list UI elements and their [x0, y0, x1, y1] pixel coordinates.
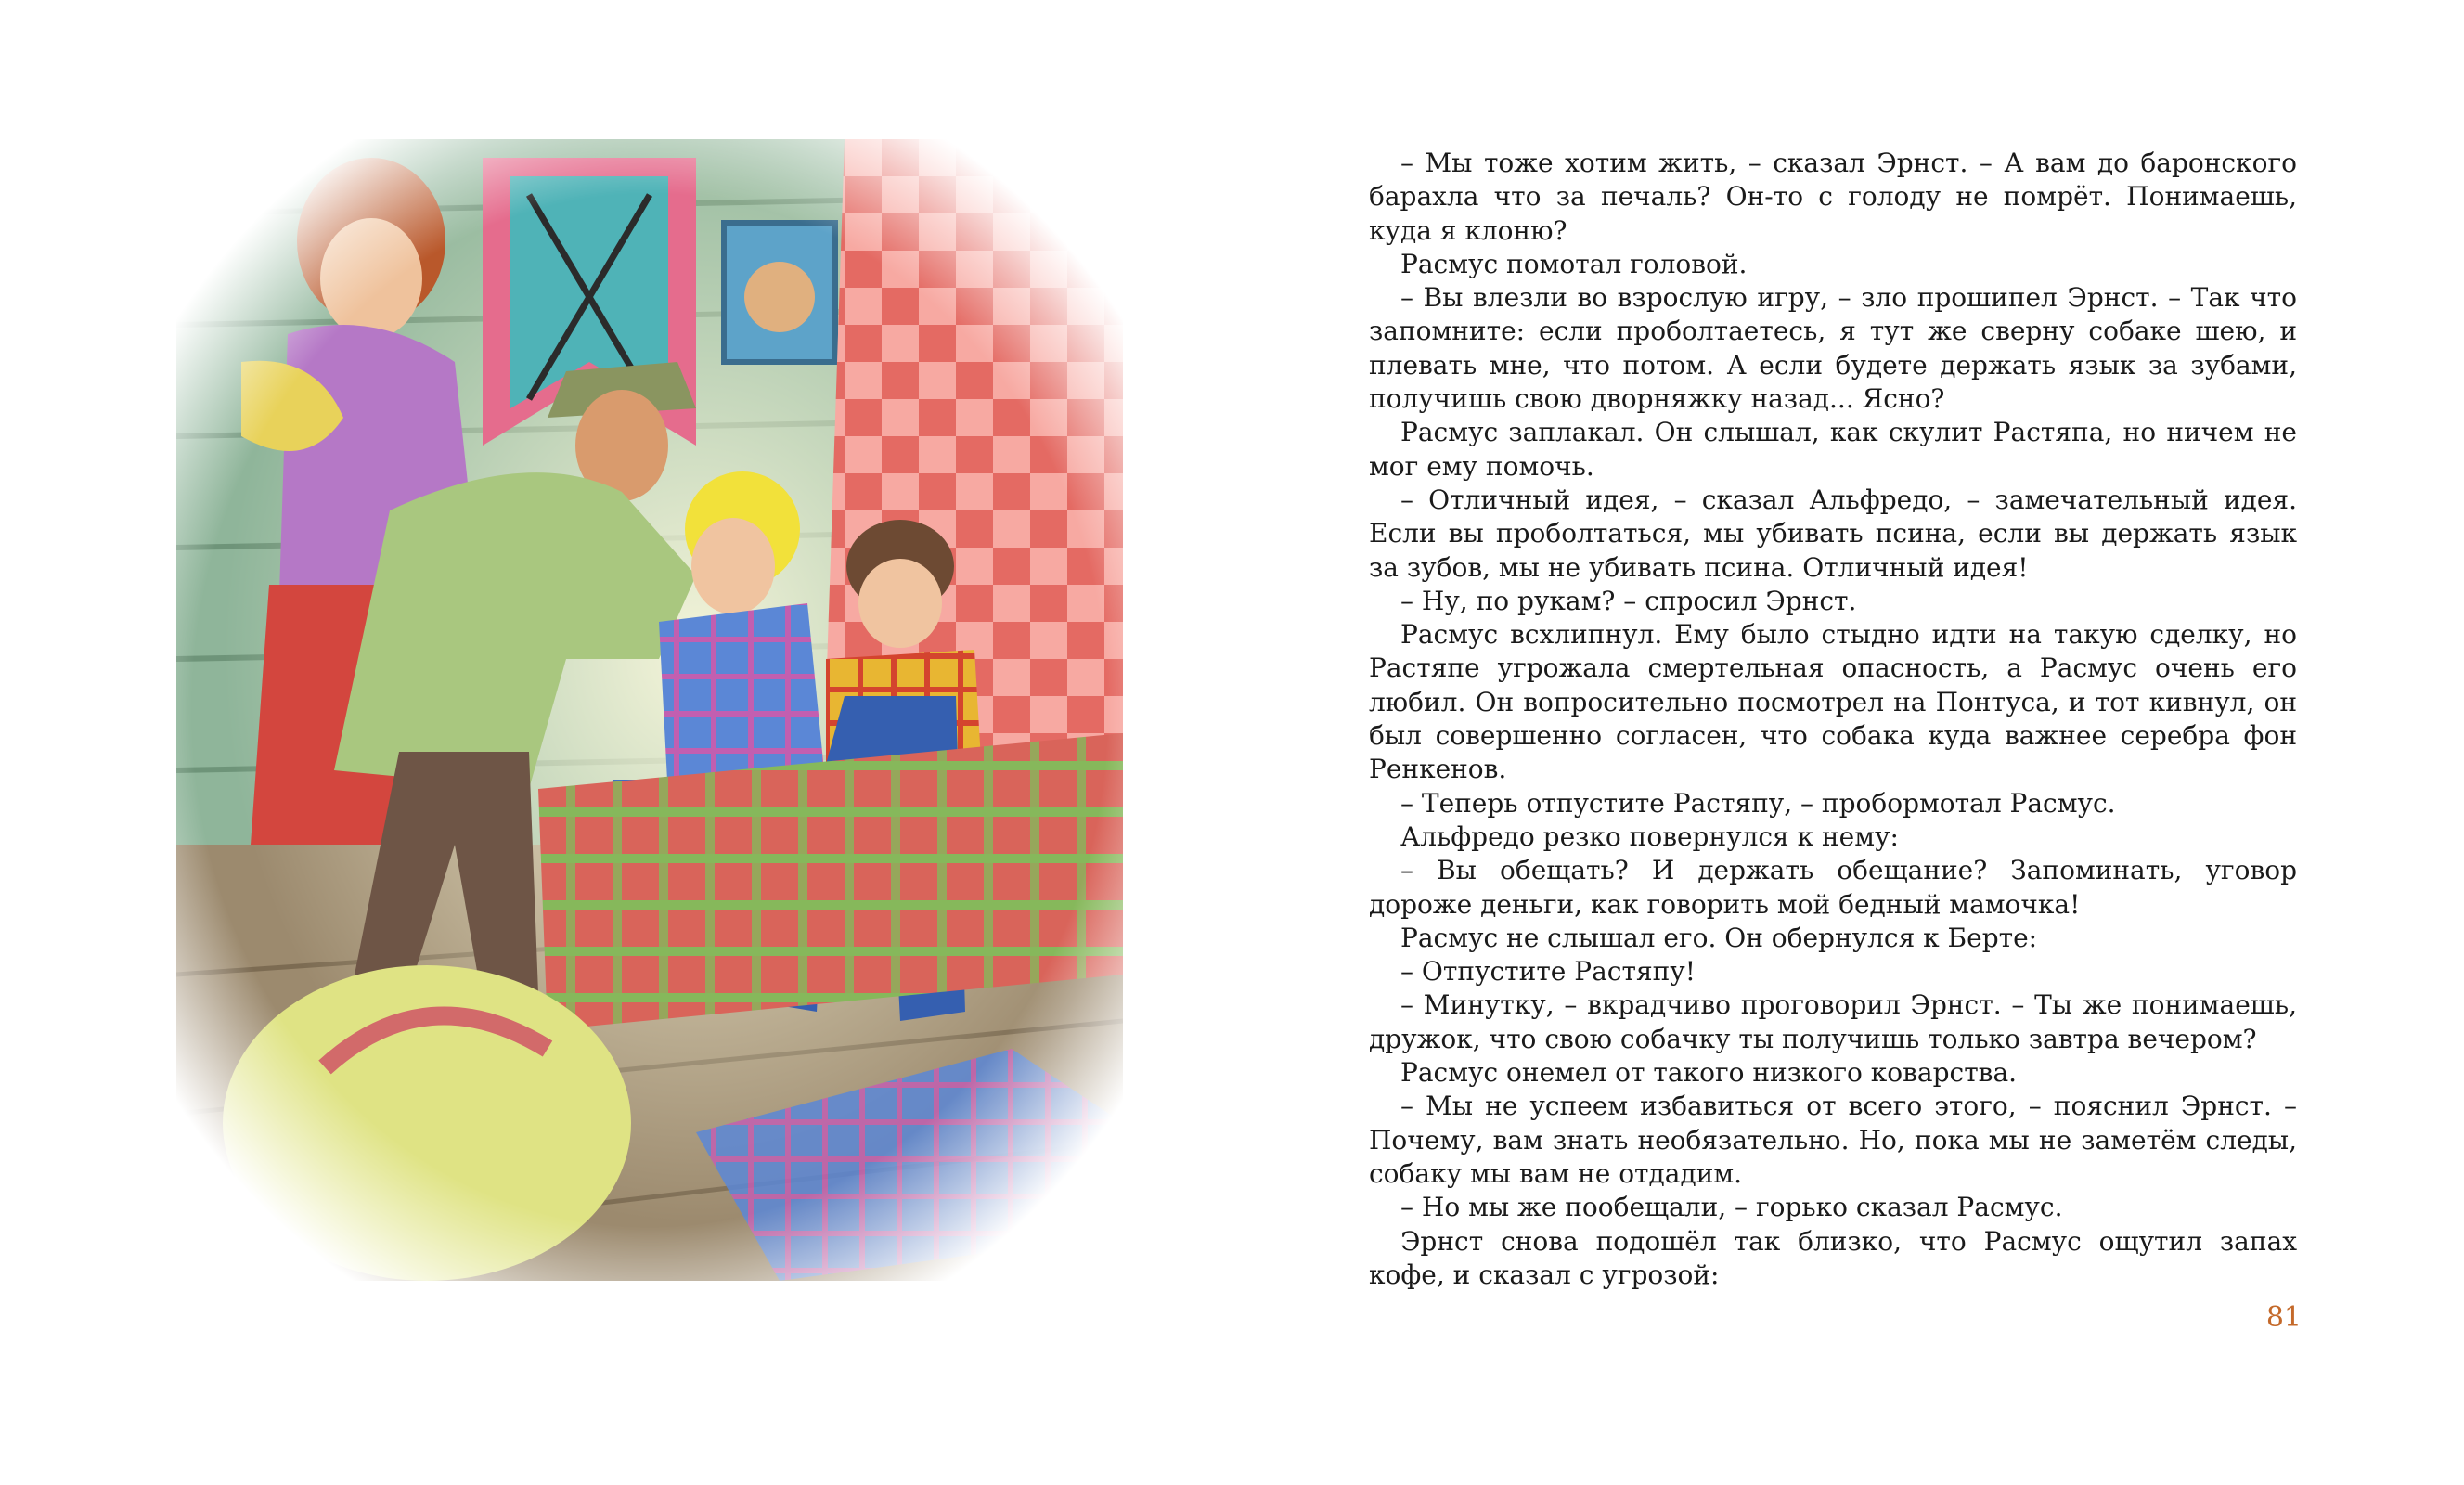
paragraph: – Но мы же пообещали, – горько сказал Расмус. — [1400, 1192, 2063, 1223]
page-number: 81 — [2265, 1301, 2302, 1334]
paragraph: – Отпустите Растяпу! — [1400, 956, 1696, 988]
paragraph: – Отличный идея, – сказал Альфредо, – замечательный идея. Если вы проболтаться, мы убивать псина, если вы держать язык за зубов, мы не убивать псина. Отличный идея! — [1369, 484, 2297, 583]
paragraph: – Мы тоже хотим жить, – сказал Эрнст. – А вам до баронского барахла что за печаль? Он-то с голоду не помрёт. Понимаешь, куда я клоню? — [1369, 148, 2297, 246]
paragraph: Альфредо резко повернулся к нему: — [1400, 820, 1899, 852]
paragraph: – Минутку, – вкрадчиво проговорил Эрнст. – Ты же понимаешь, дружок, что свою собачку ты получишь только завтра вечером? — [1369, 989, 2297, 1054]
paragraph: – Вы влезли во взрослую игру, – зло прошипел Эрнст. – Так что запомните: если проболтаетесь, я тут же сверну собаке шею, и плевать мне, что потом. А если будете держать язык за зубами, получишь свою дворняжку назад... Ясно? — [1369, 282, 2297, 415]
paragraph: Расмус не слышал его. Он обернулся к Берте: — [1400, 922, 2038, 953]
illustration-artwork — [176, 139, 1123, 1281]
paragraph: Эрнст снова подошёл так близко, что Расмус ощутил запах кофе, и сказал с угрозой: — [1369, 1225, 2297, 1290]
story-text — [1369, 147, 2297, 1292]
paragraph: Расмус заплакал. Он слышал, как скулит Растяпа, но ничем не мог ему помочь. — [1369, 417, 2297, 482]
story-illustration — [176, 139, 1123, 1281]
paragraph: – Вы обещать? И держать обещание? Запоминать, уговор дороже деньги, как говорить мой бедный мамочка! — [1369, 855, 2297, 920]
paragraph: – Мы не успеем избавиться от всего этого, – пояснил Эрнст. – Почему, вам знать необязательно. Но, пока мы не заметём следы, собаку мы вам не отдадим. — [1369, 1091, 2297, 1189]
paragraph: Расмус помотал головой. — [1400, 248, 1748, 279]
paragraph: Расмус всхлипнул. Ему было стыдно идти на такую сделку, но Растяпе угрожала смертельная опасность, а Расмус очень его любил. Он вопросительно посмотрел на Понтуса, и тот кивнул, он был совершенно согласен, что собака куда важнее серебра фон Ренкенов. — [1369, 619, 2297, 785]
paragraph: – Ну, по рукам? – спросил Эрнст. — [1400, 585, 1857, 616]
paragraph: Расмус онемел от такого низкого коварства. — [1400, 1057, 2018, 1089]
paragraph: – Теперь отпустите Растяпу, – пробормотал Расмус. — [1400, 787, 2116, 819]
